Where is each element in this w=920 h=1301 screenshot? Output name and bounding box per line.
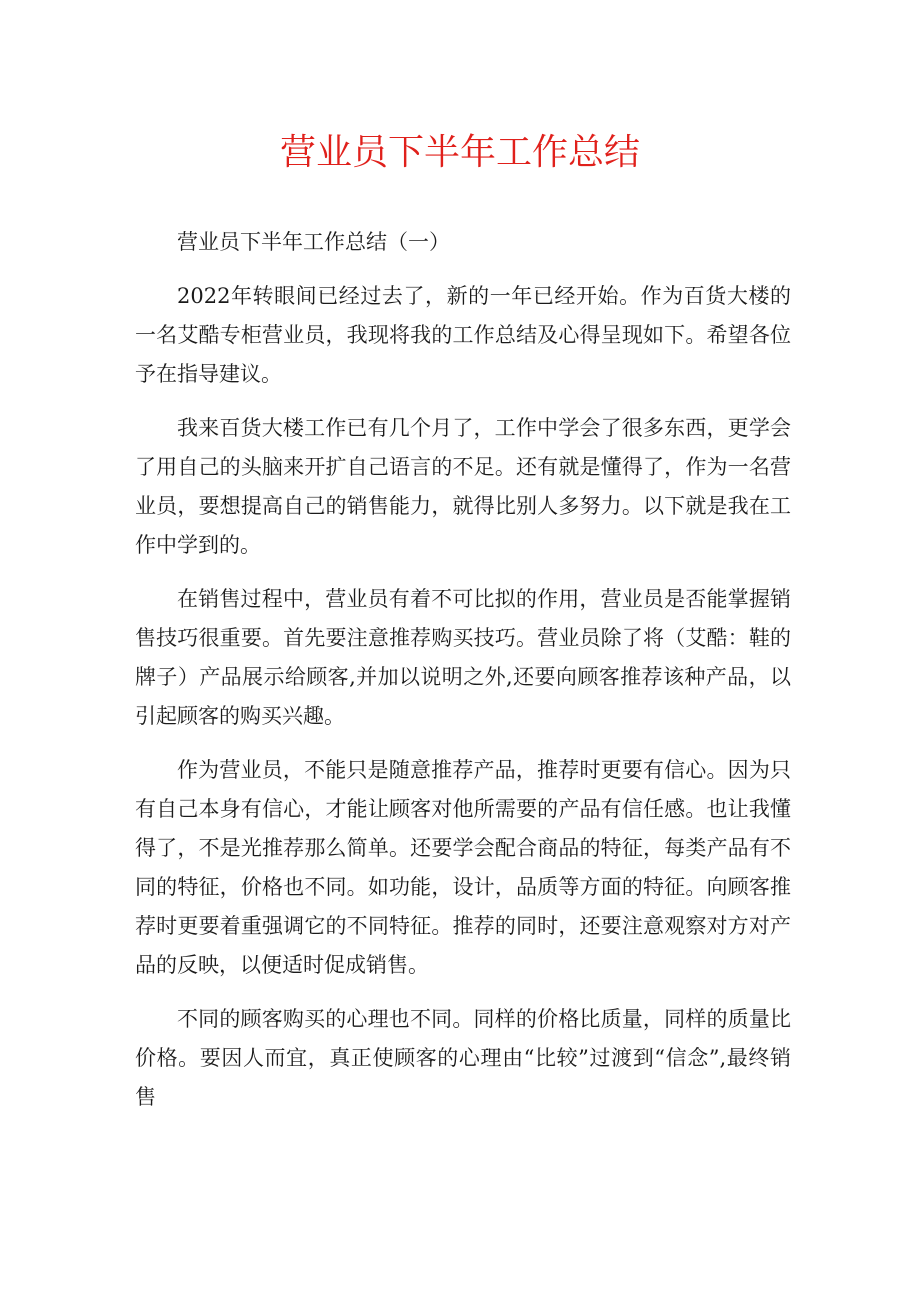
paragraph: 作为营业员，不能只是随意推荐产品，推荐时更要有信心。因为只有自己本身有信心，才能让顾客对他所需要的产品有信任感。也让我懂得了，不是光推荐那么简单。还要学会配合商品的特征，每类产品有不同的特征，价格也不同。如功能，设计，品质等方面的特征。向顾客推荐时更要着重强调它的不同特征。推荐的同时，还要注意观察对方对产品的反映，以便适时促成销售。 xyxy=(135,758,791,977)
section-heading: 营业员下半年工作总结（一） xyxy=(177,230,450,254)
document-body xyxy=(135,223,791,1132)
paragraph: 我来百货大楼工作已有几个月了，工作中学会了很多东西，更学会了用自己的头脑来开扩自己语言的不足。还有就是懂得了，作为一名营业员，要想提高自己的销售能力，就得比别人多努力。以下就是我在工作中学到的。 xyxy=(135,416,791,557)
paragraph: 不同的顾客购买的心理也不同。同样的价格比质量，同样的质量比价格。要因人而宜，真正使顾客的心理由“比较”过渡到“信念”,最终销售 xyxy=(135,1007,791,1109)
paragraph: 2022年转眼间已经过去了，新的一年已经开始。作为百货大楼的一名艾酷专柜营业员，我现将我的工作总结及心得呈现如下。希望各位予在指导建议。 xyxy=(135,284,791,386)
document-title: 营业员下半年工作总结 xyxy=(279,132,640,173)
paragraph: 在销售过程中，营业员有着不可比拟的作用，营业员是否能掌握销售技巧很重要。首先要注意推荐购买技巧。营业员除了将（艾酷：鞋的牌子）产品展示给顾客,并加以说明之外,还要向顾客推荐该种产品，以引起顾客的购买兴趣。 xyxy=(135,587,791,728)
